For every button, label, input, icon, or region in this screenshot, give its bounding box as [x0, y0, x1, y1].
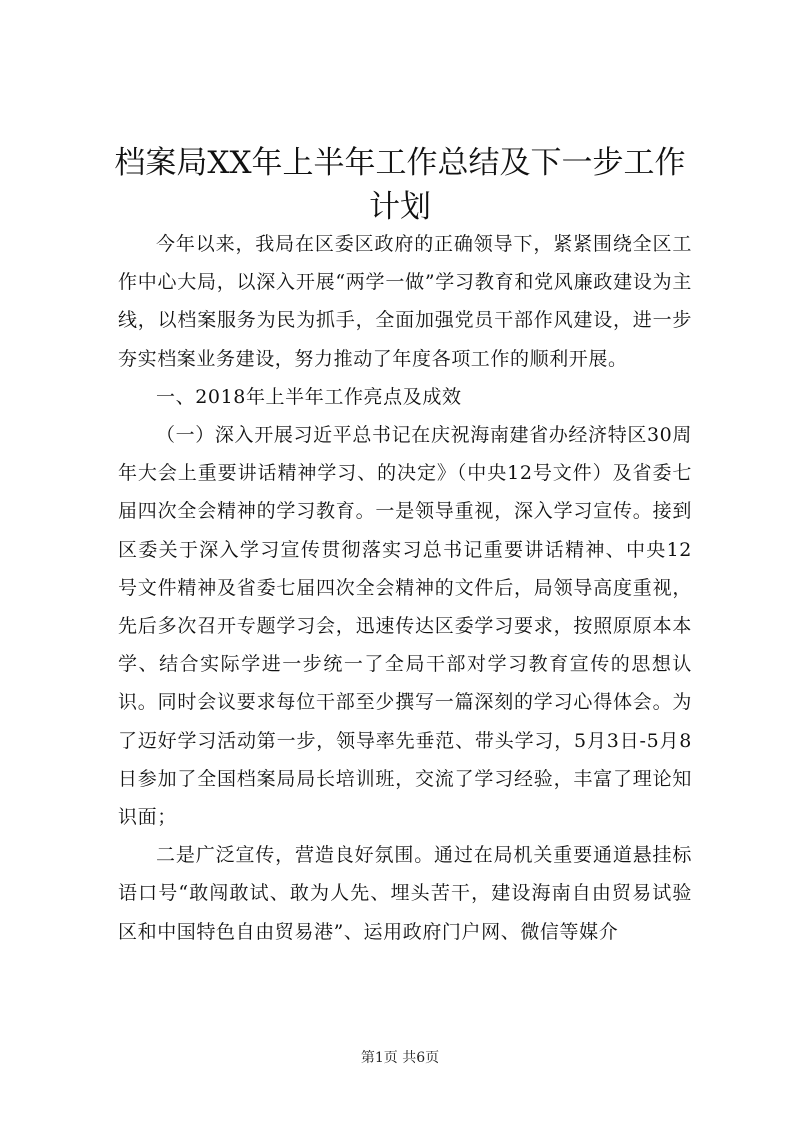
- section-heading: 一、2018年上半年工作亮点及成效: [156, 385, 462, 408]
- body-paragraph: 二是广泛宣传，营造良好氛围。通过在局机关重要通道悬挂标语口号“敢闯敢试、敢为人先、埋头苦干，建设海南自由贸易试验区和中国特色自由贸易港”、运用政府门户网、微信等媒介: [118, 844, 692, 943]
- body-paragraph: （一）深入开展习近平总书记在庆祝海南建省办经济特区30周年大会上重要讲话精神学习、的决定》（中央12号文件）及省委七届四次全会精神的学习教育。一是领导重视，深入学习宣传。接到区委关于深入学习宣传贯彻落实习总书记重要讲话精神、中央12号文件精神及省委七届四次全会精神的文件后，局领导高度重视，先后多次召开专题学习会，迅速传达区委学习要求，按照原原本本学、结合实际学进一步统一了全局干部对学习教育宣传的思想认识。同时会议要求每位干部至少撰写一篇深刻的学习心得体会。为了迈好学习活动第一步，领导率先垂范、带头学习，5月3日-5月8日参加了全国档案局局长培训班，交流了学习经验，丰富了理论知识面；: [118, 424, 692, 829]
- intro-paragraph: 今年以来，我局在区委区政府的正确领导下，紧紧围绕全区工作中心大局，以深入开展“两学一做”学习教育和党风廉政建设为主线，以档案服务为民为抓手，全面加强党员干部作风建设，进一步夯实档案业务建设，努力推动了年度各项工作的顺利开展。: [118, 233, 692, 370]
- page-footer: 第1页 共6页: [360, 1050, 440, 1066]
- document-body: [118, 225, 692, 951]
- document-title: 档案局XX年上半年工作总结及下一步工作计划: [114, 145, 686, 225]
